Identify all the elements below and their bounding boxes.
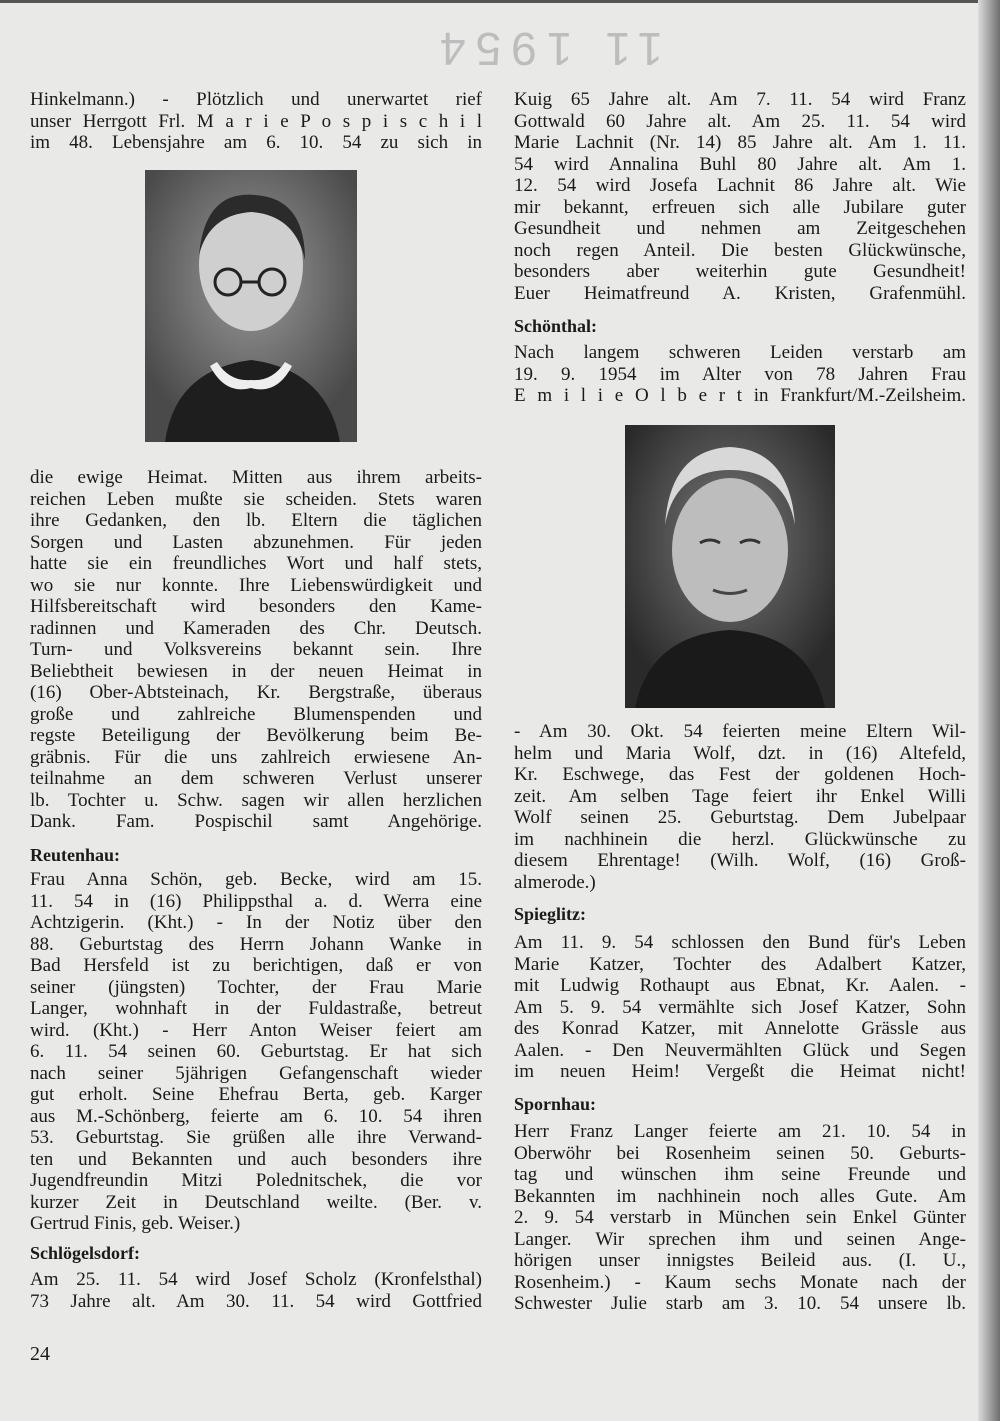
text-line: hörigen unser innigstes Beileid aus. (I. U., xyxy=(514,1250,966,1271)
text-line: Kuig 65 Jahre alt. Am 7. 11. 54 wird Franz xyxy=(514,89,966,110)
section-heading-spornhau: Spornhau: xyxy=(514,1094,597,1114)
text-line: mit Ludwig Rothaupt aus Ebnat, Kr. Aalen. - xyxy=(514,975,966,996)
text-line: 53. Geburtstag. Sie grüßen alle ihre Verwand- xyxy=(30,1127,482,1148)
text-line: tag und wünschen ihm seine Freunde und xyxy=(514,1164,966,1185)
text-line: Euer Heimatfreund A. Kristen, Grafenmühl. xyxy=(514,282,966,304)
text-line: besonders aber weiterhin gute Gesundheit! xyxy=(514,261,966,282)
reutenhau-text xyxy=(30,869,482,1235)
text-line: Am 25. 11. 54 wird Josef Scholz (Kronfelsthal) xyxy=(30,1269,482,1290)
text-line: gräbnis. Für die uns zahlreich erwiesene An- xyxy=(30,746,482,768)
text-line: seiner (jüngsten) Tochter, der Frau Marie xyxy=(30,976,482,998)
page-binding-edge xyxy=(978,0,1000,1421)
text-line: Schwester Julie starb am 3. 10. 54 unsere lb. xyxy=(514,1293,966,1314)
text-line: 19. 9. 1954 im Alter von 78 Jahren Frau xyxy=(514,363,966,385)
text-line: Nach langem schweren Leiden verstarb am xyxy=(514,342,966,363)
text-line: Kr. Eschwege, das Fest der goldenen Hoch- xyxy=(514,764,966,785)
text-line: E m i l i e O l b e r t in Frankfurt/M.-Zeilsheim. xyxy=(514,385,966,406)
schloegelsdorf-text xyxy=(30,1269,482,1312)
left-intro-text xyxy=(30,89,482,154)
page-number: 24 xyxy=(30,1343,50,1365)
text-line: teilnahme an dem schweren Verlust unserer xyxy=(30,768,482,789)
text-line: Marie Katzer, Tochter des Adalbert Katzer, xyxy=(514,953,966,975)
text-line: 12. 54 wird Josefa Lachnit 86 Jahre alt. Wie xyxy=(514,175,966,196)
text-line: Hinkelmann.) - Plötzlich und unerwartet rief xyxy=(30,89,482,110)
text-line: des Konrad Katzer, mit Annelotte Grässle aus xyxy=(514,1018,966,1039)
text-line: wird. (Kht.) - Herr Anton Weiser feiert am xyxy=(30,1019,482,1041)
text-line: Bad Hersfeld ist zu berichtigen, daß er von xyxy=(30,955,482,976)
text-line: diesem Ehrentage! (Wilh. Wolf, (16) Groß- xyxy=(514,850,966,871)
text-line: aus M.-Schönberg, feierte am 6. 10. 54 ihren xyxy=(30,1105,482,1127)
text-line: 73 Jahre alt. Am 30. 11. 54 wird Gottfried xyxy=(30,1290,482,1312)
text-line: nach seiner 5jährigen Gefangenschaft wieder xyxy=(30,1062,482,1084)
text-line: Oberwöhr bei Rosenheim seinen 50. Geburts- xyxy=(514,1142,966,1164)
spieglitz-text xyxy=(514,932,966,1083)
section-heading-spieglitz: Spieglitz: xyxy=(514,904,586,924)
text-line: zeit. Am selben Tage feiert ihr Enkel Willi xyxy=(514,785,966,807)
text-line: radinnen und Kameraden des Chr. Deutsch. xyxy=(30,617,482,639)
pospischil-obituary-text xyxy=(30,467,482,833)
text-line: Gesundheit und nehmen am Zeitgeschehen xyxy=(514,218,966,239)
text-line: ihre Gedanken, den lb. Eltern die täglichen xyxy=(30,510,482,531)
portrait-photo-marie-pospischil xyxy=(145,170,357,442)
text-line: kurzer Zeit in Deutschland weilte. (Ber. v. xyxy=(30,1191,482,1213)
text-line: Marie Lachnit (Nr. 14) 85 Jahre alt. Am 1. 11. xyxy=(514,132,966,153)
text-line: Herr Franz Langer feierte am 21. 10. 54 in xyxy=(514,1121,966,1142)
text-line: mir bekannt, erfreuen sich alle Jubilare guter xyxy=(514,196,966,218)
text-line: Langer. Wir sprechen ihm und seinen Ange- xyxy=(514,1228,966,1250)
wolf-golden-wedding-text xyxy=(514,721,966,893)
text-line: 2. 9. 54 verstarb in München sein Enkel Günter xyxy=(514,1207,966,1228)
text-line: im neuen Heim! Vergeßt die Heimat nicht! xyxy=(514,1061,966,1082)
text-line: gut erholt. Seine Ehefrau Berta, geb. Karger xyxy=(30,1084,482,1105)
text-line: 88. Geburtstag des Herrn Johann Wanke in xyxy=(30,933,482,955)
text-line: Am 11. 9. 54 schlossen den Bund für's Leben xyxy=(514,932,966,953)
date-stamp: 11 1954 xyxy=(430,23,663,75)
text-line: Langer, wohnhaft in der Fuldastraße, betreut xyxy=(30,998,482,1019)
text-line: Gottwald 60 Jahre alt. Am 25. 11. 54 wird xyxy=(514,110,966,132)
text-line: Rosenheim.) - Kaum sechs Monate nach der xyxy=(514,1271,966,1293)
text-line: Dank. Fam. Pospischil samt Angehörige. xyxy=(30,811,482,832)
page-top-edge xyxy=(0,0,1000,3)
portrait-image xyxy=(145,170,357,442)
text-line: reichen Leben mußte sie scheiden. Stets waren xyxy=(30,488,482,510)
text-line: Aalen. - Den Neuvermählten Glück und Segen xyxy=(514,1039,966,1061)
portrait-image xyxy=(625,425,835,708)
text-line: Hilfsbereitschaft wird besonders den Kame- xyxy=(30,596,482,617)
text-line: Gertrud Finis, geb. Weiser.) xyxy=(30,1213,241,1234)
text-line: große und zahlreiche Blumenspenden und xyxy=(30,703,482,725)
section-heading-reutenhau: Reutenhau: xyxy=(30,845,121,865)
text-line: lb. Tochter u. Schw. sagen wir allen herzlichen xyxy=(30,789,482,811)
text-line: unser Herrgott Frl. M a r i e P o s p i s c h i l xyxy=(30,110,482,132)
text-line: Bekannten im nachhinein noch alles Gute. Am xyxy=(514,1185,966,1207)
text-line: hatte sie ein freundliches Wort und half stets, xyxy=(30,553,482,574)
section-heading-schoenthal: Schönthal: xyxy=(514,316,598,336)
right-intro-text xyxy=(514,89,966,304)
text-line: 11. 54 in (16) Philippsthal a. d. Werra eine xyxy=(30,890,482,912)
text-line: im 48. Lebensjahre am 6. 10. 54 zu sich in xyxy=(30,132,482,153)
text-line: 54 wird Annalina Buhl 80 Jahre alt. Am 1. xyxy=(514,153,966,175)
text-line: ten und Bekannten und auch besonders ihre xyxy=(30,1148,482,1170)
schoenthal-text xyxy=(514,342,966,407)
spornhau-text xyxy=(514,1121,966,1315)
text-line: Sorgen und Lasten abzunehmen. Für jeden xyxy=(30,531,482,553)
text-line: noch regen Anteil. Die besten Glückwünsche, xyxy=(514,239,966,261)
text-line: Wolf seinen 25. Geburtstag. Dem Jubelpaar xyxy=(514,807,966,828)
text-line: Jugendfreundin Mitzi Polednitschek, die vor xyxy=(30,1170,482,1191)
text-line: Turn- und Volksvereins bekannt sein. Ihre xyxy=(30,639,482,660)
text-line: (16) Ober-Abtsteinach, Kr. Bergstraße, überaus xyxy=(30,682,482,703)
text-line: Achtzigerin. (Kht.) - In der Notiz über den xyxy=(30,912,482,933)
text-line: die ewige Heimat. Mitten aus ihrem arbeits- xyxy=(30,467,482,488)
section-heading-schloegelsdorf: Schlögelsdorf: xyxy=(30,1243,140,1263)
text-line: helm und Maria Wolf, dzt. in (16) Altefeld, xyxy=(514,742,966,764)
text-line: Beliebtheit bewiesen in der neuen Heimat in xyxy=(30,660,482,682)
text-line: almerode.) xyxy=(514,871,596,893)
text-line: 6. 11. 54 seinen 60. Geburtstag. Er hat sich xyxy=(30,1041,482,1062)
text-line: regste Beteiligung der Bevölkerung beim Be- xyxy=(30,725,482,746)
text-line: wo sie nur konnte. Ihre Liebenswürdigkeit und xyxy=(30,574,482,596)
text-line: Frau Anna Schön, geb. Becke, wird am 15. xyxy=(30,869,482,890)
text-line: Am 5. 9. 54 vermählte sich Josef Katzer, Sohn xyxy=(514,996,966,1018)
text-line: - Am 30. Okt. 54 feierten meine Eltern Wil- xyxy=(514,721,966,742)
portrait-photo-emilie-olbert xyxy=(625,425,835,708)
text-line: im nachhinein die herzl. Glückwünsche zu xyxy=(514,828,966,850)
